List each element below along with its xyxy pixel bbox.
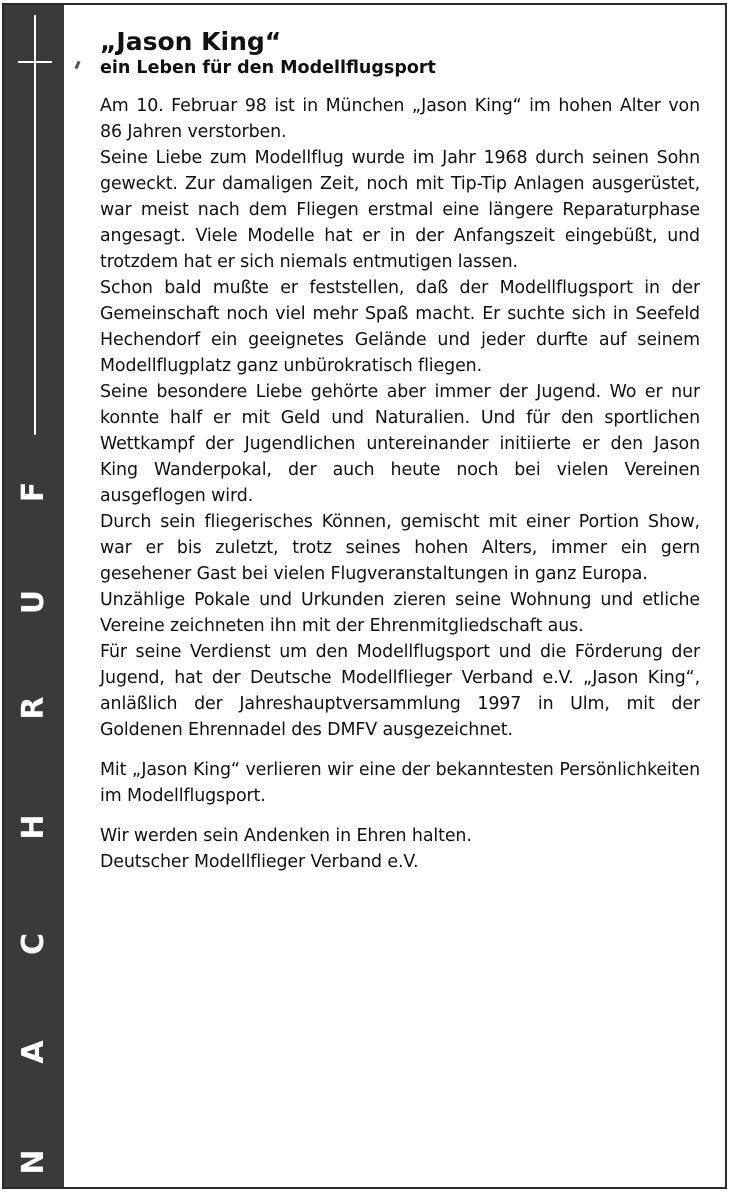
sidebar-letter: R: [16, 696, 51, 720]
signature-line: Deutscher Modellflieger Verband e.V.: [100, 852, 419, 872]
article-subtitle: ein Leben für den Modellflugsport: [100, 58, 436, 78]
farewell-line: Wir werden sein Andenken in Ehren halten.: [100, 826, 472, 846]
closing-paragraph: Mit „Jason King“ verlieren wir eine der bekanntesten Persönlichkeiten im Modellflugsport.: [100, 760, 700, 806]
article-title: „Jason King“: [100, 27, 282, 56]
obituary-sidebar: [4, 5, 64, 1187]
sidebar-letter: N: [16, 1149, 51, 1175]
cross-icon: [34, 15, 36, 435]
paragraph: Für seine Verdienst um den Modellflugsport und die Förderung der Jugend, hat der Deutsche Modellflieger Verband e.V. „Jason King“, anläßlich der Jahreshauptversammlung 1997 in Ulm, mit der Goldenen Ehrennadel des DMFV ausgezeichnet.: [100, 642, 700, 740]
paragraph: Am 10. Februar 98 ist in München „Jason King“ im hohen Alter von 86 Jahren verstorben.: [100, 96, 700, 142]
paragraph: Schon bald mußte er feststellen, daß der Modellflugsport in der Gemeinschaft noch viel mehr Spaß macht. Er suchte sich in Seefeld Hechendorf ein geeignetes Gelände und jeder durfte auf seinem Modellflugplatz ganz unbürokratisch fliegen.: [100, 278, 700, 376]
paragraph: Durch sein fliegerisches Können, gemischt mit einer Portion Show, war er bis zuletzt, trotz seines hohen Alters, immer ein gern gesehener Gast bei vielen Flugveranstaltungen in ganz Europa.: [100, 512, 700, 584]
cross-icon-bar: [18, 61, 52, 63]
sidebar-letter: H: [16, 814, 51, 840]
sidebar-letter: U: [16, 589, 51, 615]
obituary-page: [2, 3, 727, 1189]
article-body: [100, 27, 700, 875]
paragraph: Unzählige Pokale und Urkunden zieren seine Wohnung und etliche Vereine zeichneten ihn mit der Ehrenmitgliedschaft aus.: [100, 590, 700, 636]
sidebar-letter: C: [16, 932, 51, 956]
decorative-mark: [74, 61, 80, 70]
paragraph: Seine besondere Liebe gehörte aber immer der Jugend. Wo er nur konnte half er mit Geld und Naturalien. Und für den sportlichen Wettkampf der Jugendlichen untereinander initiierte er den Jason King Wanderpokal, der auch heute noch bei vielen Vereinen ausgeflogen wird.: [100, 382, 700, 506]
sidebar-letter: A: [16, 1040, 51, 1064]
sidebar-heading: [4, 475, 64, 1175]
sidebar-letter: F: [16, 481, 51, 503]
paragraph: Seine Liebe zum Modellflug wurde im Jahr 1968 durch seinen Sohn geweckt. Zur damaligen Zeit, noch mit Tip-Tip Anlagen ausgerüstet, war meist nach dem Fliegen erstmal eine längere Reparaturphase angesagt. Viele Modelle hat er in der Anfangszeit eingebüßt, und trotzdem hat er sich niemals entmutigen lassen.: [100, 148, 700, 272]
